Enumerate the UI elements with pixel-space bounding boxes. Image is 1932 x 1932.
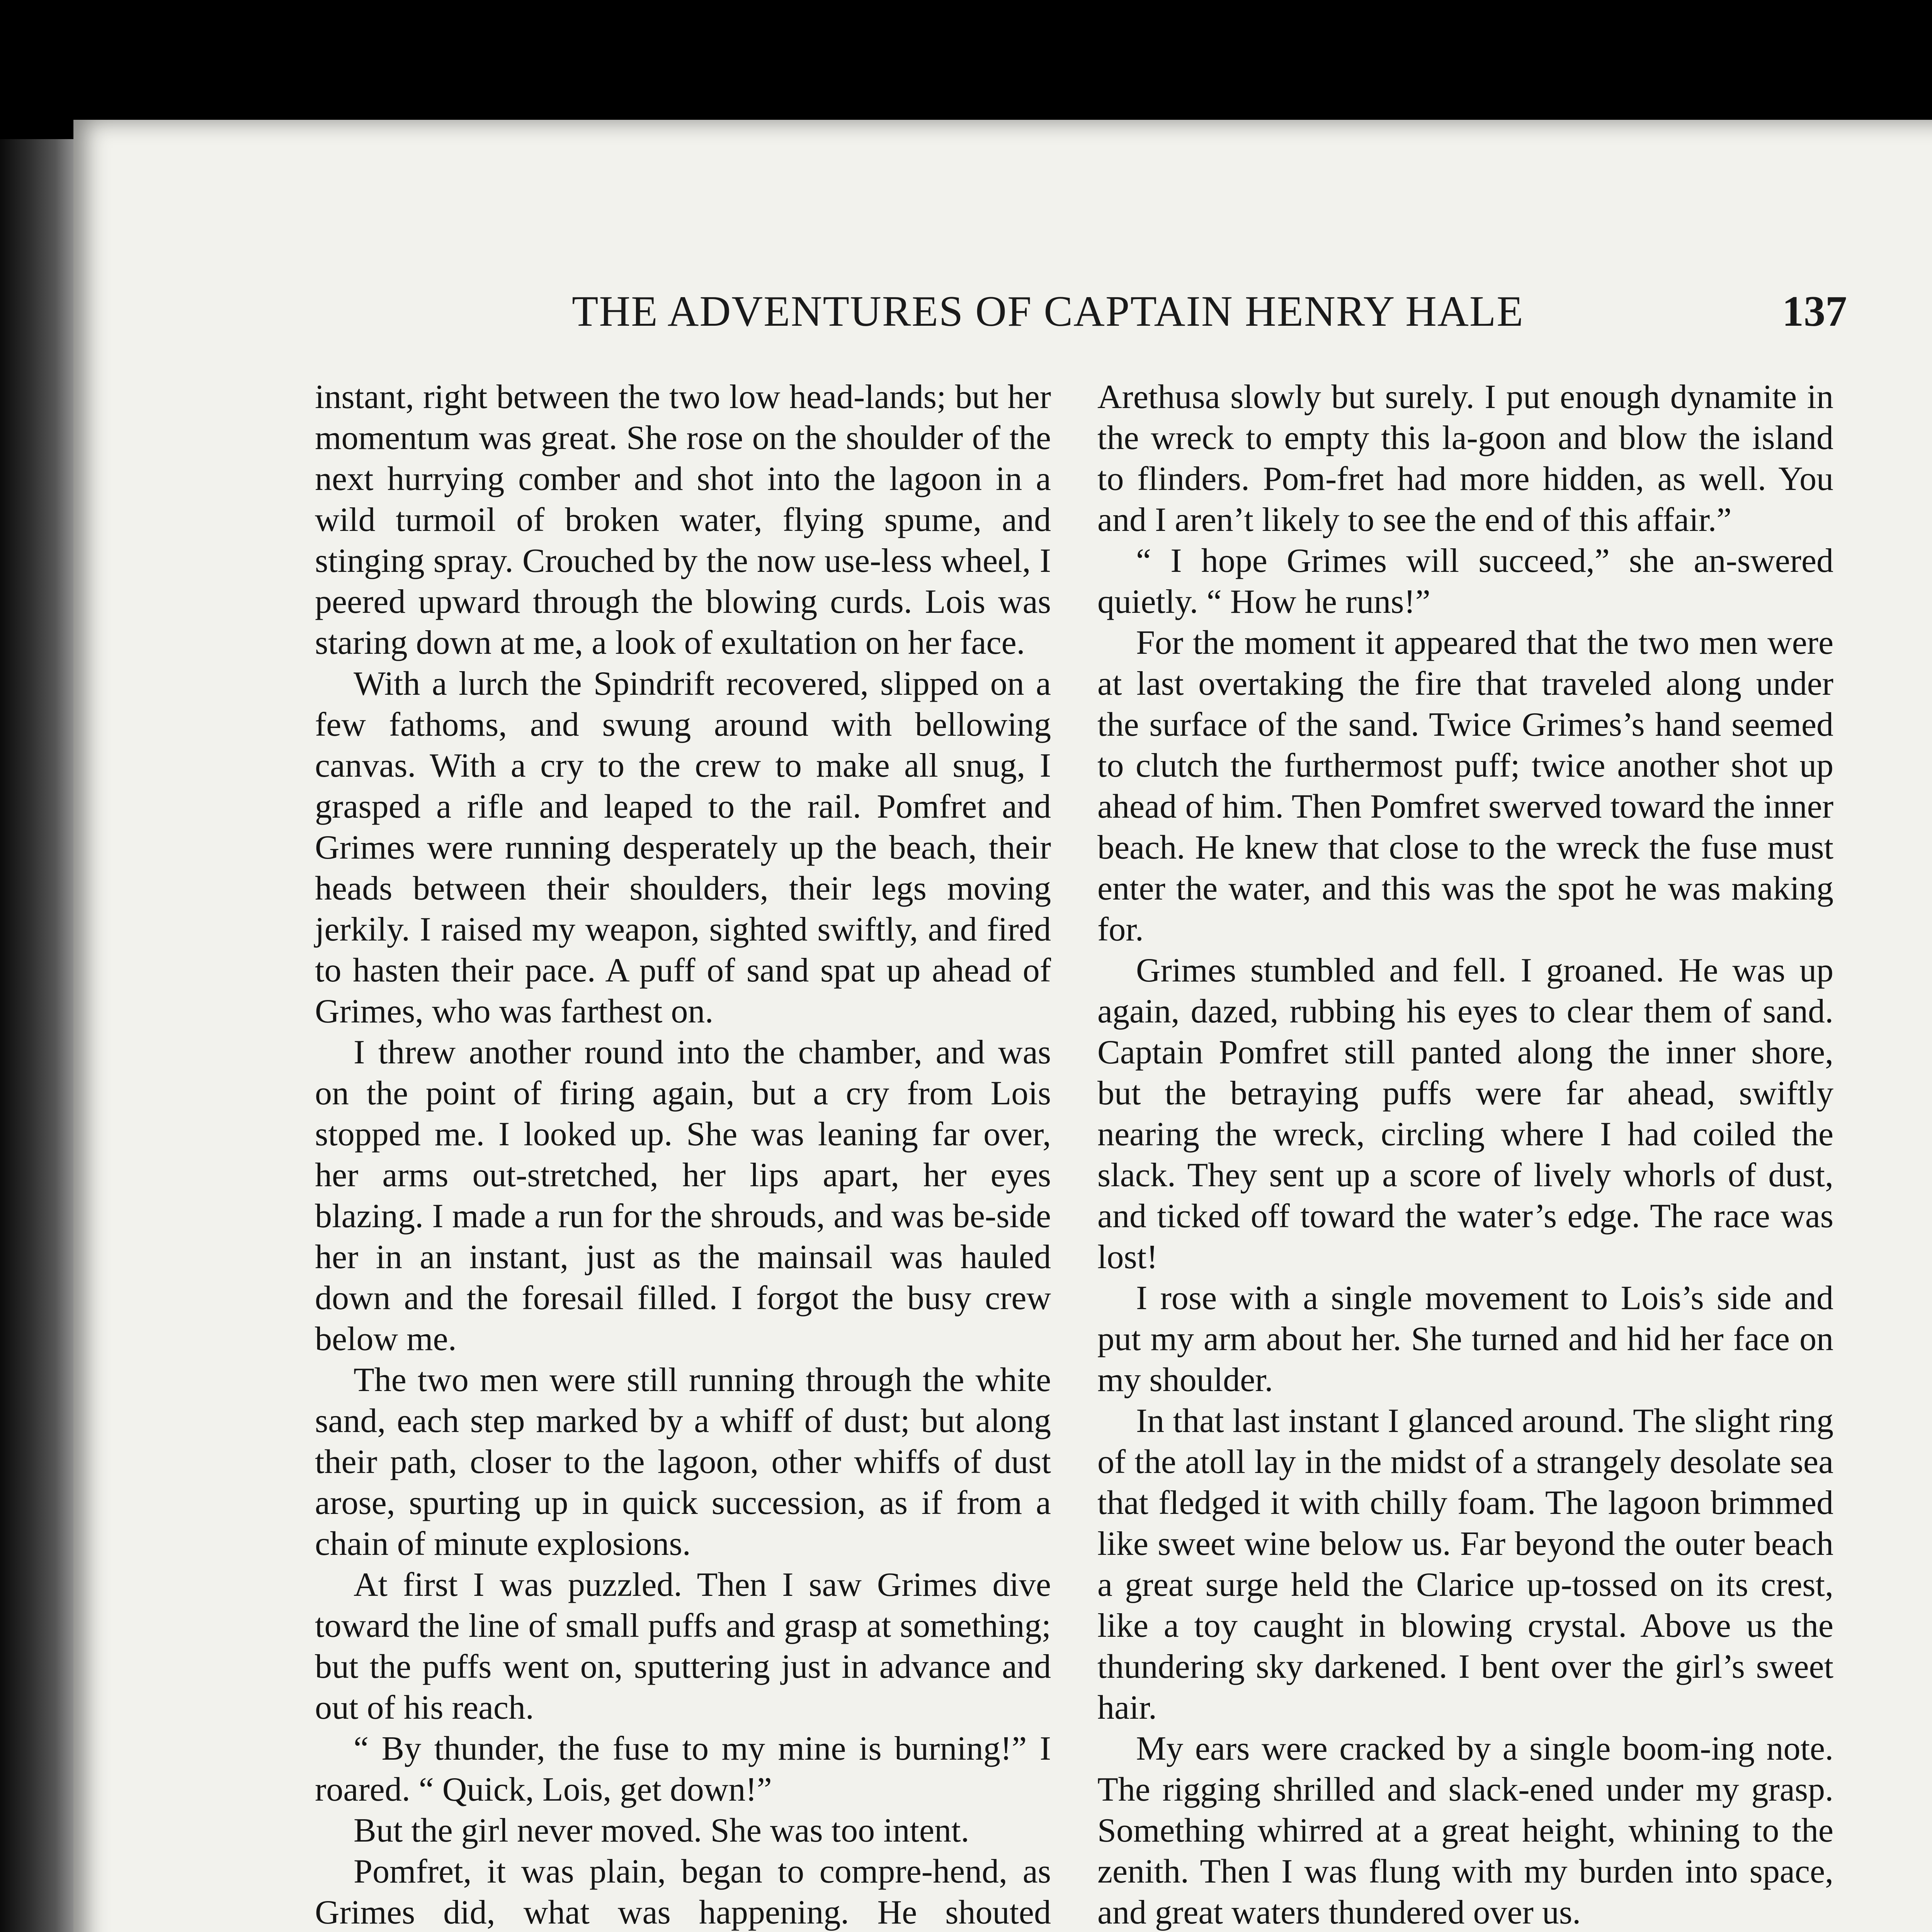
paragraph: Arethusa slowly but surely. I put enough dynamite in the wreck to empty this la-goon and blow the island to flinders. Pom-fret had more hidden, as well. You and I aren’t likely to see the end of this affair.” xyxy=(1097,378,1833,539)
paragraph: “ I hope Grimes will succeed,” she an-swered quietly. “ How he runs!” xyxy=(1097,542,1833,621)
paragraph: “ By thunder, the fuse to my mine is burning!” I roared. “ Quick, Lois, get down!” xyxy=(315,1730,1051,1808)
book-spine xyxy=(0,139,73,1932)
paragraph: But the girl never moved. She was too intent. xyxy=(354,1812,969,1849)
paragraph: At first I was puzzled. Then I saw Grimes dive toward the line of small puffs and grasp at something; but the puffs went on, sputtering just in advance and out of his reach. xyxy=(315,1566,1051,1726)
page-header xyxy=(572,287,1847,345)
paragraph: The two men were still running through the white sand, each step marked by a whiff of dust; but along their path, closer to the lagoon, other whiffs of dust arose, spurting up in quick succession, as if from a chain of minute explosions. xyxy=(315,1361,1051,1563)
page-number: 137 xyxy=(1782,287,1847,335)
paragraph: My ears were cracked by a single boom-ing note. The rigging shrilled and slack-ened under my grasp. Something whirred at a great height, whining to the zenith. Then I was flung with my burden into space, and great waters thundered over us. xyxy=(1097,1730,1833,1931)
paragraph: I threw another round into the chamber, and was on the point of firing again, but a cry from Lois stopped me. I looked up. She was leaning far over, her arms out-stretched, her lips apart, her eyes blazing. I made a run for the shrouds, and was be-side her in an instant, just as the mainsail was hauled down and the foresail filled. I forgot the busy crew below me. xyxy=(315,1034,1051,1358)
running-head: THE ADVENTURES OF CAPTAIN HENRY HALE xyxy=(572,287,1524,335)
paragraph: I rose with a single movement to Lois’s side and put my arm about her. She turned and hid her face on my shoulder. xyxy=(1097,1279,1833,1399)
paragraph: In that last instant I glanced around. The slight ring of the atoll lay in the midst of a strangely desolate sea that fledged it with chilly foam. The lagoon brimmed like sweet wine below us. Far beyond the outer beach a great surge held the Clarice up-tossed on its crest, like a toy caught in blowing crystal. Above us the thundering sky darkened. I bent over the girl’s sweet hair. xyxy=(1097,1402,1833,1726)
text-column-left xyxy=(315,377,1051,1932)
paragraph: For the moment it appeared that the two men were at last overtaking the fire that traveled along under the surface of the sand. Twice Grimes’s hand seemed to clutch the furthermost puff; twice another shot up ahead of him. Then Pomfret swerved toward the inner beach. He knew that close to the wreck the fuse must enter the water, and this was the spot he was making for. xyxy=(1097,624,1833,948)
text-column-right xyxy=(1097,377,1833,1932)
paragraph: instant, right between the two low head-lands; but her momentum was great. She rose on the shoulder of the next hurrying comber and shot into the lagoon in a wild turmoil of broken water, flying spume, and stinging spray. Crouched by the now use-less wheel, I peered upward through the blowing curds. Lois was staring down at me, a look of exultation on her face. xyxy=(315,378,1051,662)
paragraph: With a lurch the Spindrift recovered, slipped on a few fathoms, and swung around with bellowing canvas. With a cry to the crew to make all snug, I grasped a rifle and leaped to the rail. Pomfret and Grimes were running desperately up the beach, their heads between their shoulders, their legs moving jerkily. I raised my weapon, sighted swiftly, and fired to hasten their pace. A puff of sand spat up ahead of Grimes, who was farthest on. xyxy=(315,665,1051,1030)
paragraph: Grimes stumbled and fell. I groaned. He was up again, dazed, rubbing his eyes to clear them of sand. Captain Pomfret still panted along the inner shore, but the betraying puffs were far ahead, swiftly nearing the wreck, circling where I had coiled the slack. They sent up a score of lively whorls of dust, and ticked off toward the water’s edge. The race was lost! xyxy=(1097,952,1833,1276)
paragraph: Pomfret, it was plain, began to compre-hend, as Grimes did, what was happening. He shouted xyxy=(315,1853,1051,1931)
